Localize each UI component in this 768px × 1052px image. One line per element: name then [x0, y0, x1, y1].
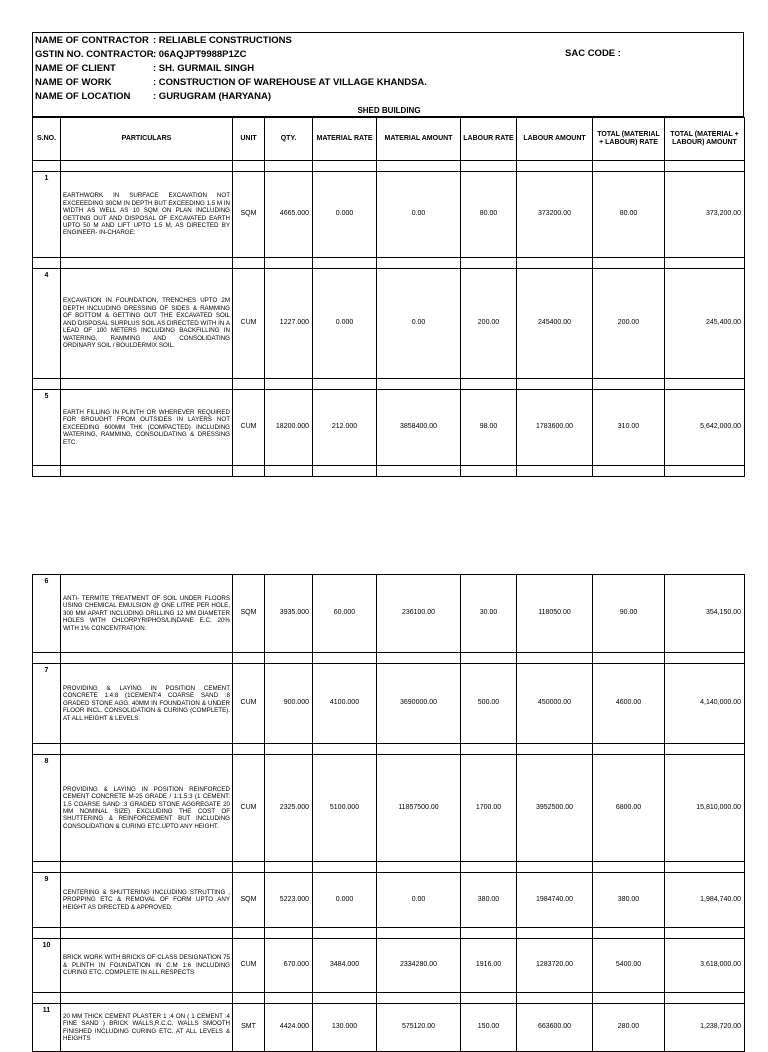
empty-cell	[593, 928, 665, 939]
item-labour-rate: 150.00	[461, 1004, 517, 1052]
empty-cell	[61, 862, 233, 873]
empty-cell	[33, 653, 61, 664]
location-row	[35, 91, 271, 102]
col-header-labour-amount: LABOUR AMOUNT	[517, 118, 593, 161]
empty-cell	[233, 744, 265, 755]
item-material-rate: 60.000	[313, 575, 377, 653]
work-value: : CONSTRUCTION OF WAREHOUSE AT VILLAGE KHANDSA.	[153, 77, 427, 88]
item-total-amount: 1,238,720.00	[665, 1004, 745, 1052]
empty-cell	[233, 466, 265, 477]
spacer-row	[33, 862, 745, 873]
empty-cell	[593, 653, 665, 664]
item-total-amount: 245,400.00	[665, 269, 745, 379]
item-qty: 5223.000	[265, 873, 313, 928]
empty-cell	[61, 466, 233, 477]
item-sno: 4	[33, 269, 61, 379]
work-row	[35, 77, 427, 88]
empty-cell	[313, 258, 377, 269]
empty-cell	[461, 379, 517, 390]
col-header-total-rate: TOTAL (MATERIAL + LABOUR) RATE	[593, 118, 665, 161]
table-row	[33, 1004, 745, 1052]
item-material-rate: 5100.000	[313, 755, 377, 862]
item-material-amount: 236100.00	[377, 575, 461, 653]
item-material-rate: 4100.000	[313, 664, 377, 744]
spacer-row	[33, 161, 745, 172]
empty-cell	[377, 653, 461, 664]
empty-cell	[665, 161, 745, 172]
empty-cell	[265, 653, 313, 664]
spacer-row	[33, 258, 745, 269]
table-row	[33, 575, 745, 653]
item-particulars: ANTI- TERMITE TREATMENT OF SOIL UNDER FLOORS USING CHEMICAL EMULSION @ ONE LITRE PER HOLE, 300 MM APART INCLUDING DRILLING 12 MM DIAMETER HOLES WITH CHLORPYRIPHOS/LINDANE E.C. 20% WITH 1% CONCENTRATION.	[61, 575, 233, 653]
empty-cell	[665, 862, 745, 873]
item-particulars: PROVIDING & LAYING IN POSITION CEMENT CONCRETE 1:4:8 (1CEMENT:4 COARSE SAND :8 GRADED STONE AGG. 40MM IN FOUNDATION & UNDER FLOOR INCL. CONSOLIDATION & CURING (COMPLETE). AT ALL HEIGHT & LEVELS.	[61, 664, 233, 744]
empty-cell	[33, 379, 61, 390]
item-labour-amount: 1283720.00	[517, 939, 593, 993]
item-qty: 2325.000	[265, 755, 313, 862]
spacer-row	[33, 653, 745, 664]
empty-cell	[517, 161, 593, 172]
item-labour-rate: 80.00	[461, 172, 517, 258]
item-qty: 3935.000	[265, 575, 313, 653]
item-unit: CUM	[233, 755, 265, 862]
empty-cell	[665, 993, 745, 1004]
table-row	[33, 755, 745, 862]
item-material-amount: 11857500.00	[377, 755, 461, 862]
empty-cell	[61, 993, 233, 1004]
empty-cell	[377, 744, 461, 755]
empty-cell	[265, 466, 313, 477]
col-header-sno: S.NO.	[33, 118, 61, 161]
empty-cell	[265, 379, 313, 390]
empty-cell	[517, 744, 593, 755]
empty-cell	[61, 653, 233, 664]
item-labour-amount: 3952500.00	[517, 755, 593, 862]
item-labour-rate: 380.00	[461, 873, 517, 928]
item-total-rate: 5400.00	[593, 939, 665, 993]
item-total-rate: 4600.00	[593, 664, 665, 744]
empty-cell	[33, 928, 61, 939]
item-labour-rate: 98.00	[461, 390, 517, 466]
boq-table-2	[32, 574, 745, 1052]
item-labour-rate: 1700.00	[461, 755, 517, 862]
item-particulars: PROVIDING & LAYING IN POSITION REINFORCED CEMENT CONCRETE M-25 GRADE / 1:1.5:3 (1 CEMENT: 1.5 COARSE SAND :3 GRADED STONE AGGREGATE 20 MM NOMINAL SIZE) EXCLUDING THE COST OF SHUTTERING & REINFORCEMENT BUT INCLUDING CONSOLIDATION & CURING ETC.UPTO ANY HEIGHT.	[61, 755, 233, 862]
item-unit: SQM	[233, 873, 265, 928]
item-labour-rate: 500.00	[461, 664, 517, 744]
boq-table-2-wrapper	[32, 574, 744, 1052]
empty-cell	[593, 379, 665, 390]
item-labour-amount: 1984740.00	[517, 873, 593, 928]
item-qty: 4665.000	[265, 172, 313, 258]
table-row	[33, 873, 745, 928]
col-header-total-amount: TOTAL (MATERIAL + LABOUR) AMOUNT	[665, 118, 745, 161]
item-material-rate: 0.000	[313, 873, 377, 928]
spacer-row	[33, 993, 745, 1004]
empty-cell	[517, 466, 593, 477]
item-total-rate: 6800.00	[593, 755, 665, 862]
client-row	[35, 63, 254, 74]
item-sno: 7	[33, 664, 61, 744]
empty-cell	[665, 928, 745, 939]
item-material-amount: 0.00	[377, 269, 461, 379]
item-labour-rate: 200.00	[461, 269, 517, 379]
empty-cell	[265, 862, 313, 873]
empty-cell	[61, 928, 233, 939]
item-qty: 670.000	[265, 939, 313, 993]
item-qty: 1227.000	[265, 269, 313, 379]
item-material-amount: 3858400.00	[377, 390, 461, 466]
empty-cell	[33, 862, 61, 873]
item-particulars: CENTERING & SHUTTERING INCLUDING STRUTTING , PROPPING ETC & REMOVAL OF FORM UPTO ANY HEIGHT AS DIRECTED & APPROVED.	[61, 873, 233, 928]
empty-cell	[593, 466, 665, 477]
location-label: NAME OF LOCATION	[35, 91, 131, 102]
empty-cell	[313, 653, 377, 664]
empty-cell	[233, 161, 265, 172]
empty-cell	[377, 466, 461, 477]
item-labour-amount: 245400.00	[517, 269, 593, 379]
location-value: : GURUGRAM (HARYANA)	[153, 91, 272, 102]
empty-cell	[265, 928, 313, 939]
gstin-label: GSTIN NO. CONTRACTOR	[35, 49, 154, 60]
empty-cell	[461, 258, 517, 269]
col-header-unit: UNIT	[233, 118, 265, 161]
table-header-row	[33, 118, 745, 161]
col-header-labour-rate: LABOUR RATE	[461, 118, 517, 161]
work-label: NAME OF WORK	[35, 77, 112, 88]
item-unit: CUM	[233, 390, 265, 466]
empty-cell	[61, 258, 233, 269]
empty-cell	[61, 379, 233, 390]
item-material-rate: 130.000	[313, 1004, 377, 1052]
empty-cell	[33, 258, 61, 269]
item-total-rate: 280.00	[593, 1004, 665, 1052]
empty-cell	[517, 928, 593, 939]
item-total-amount: 1,984,740.00	[665, 873, 745, 928]
empty-cell	[665, 379, 745, 390]
table-row	[33, 664, 745, 744]
contract-info-box	[32, 32, 744, 117]
item-sno: 9	[33, 873, 61, 928]
empty-cell	[377, 161, 461, 172]
empty-cell	[517, 862, 593, 873]
empty-cell	[265, 993, 313, 1004]
item-total-amount: 3,618,000.00	[665, 939, 745, 993]
empty-cell	[461, 744, 517, 755]
boq-table-1	[32, 117, 745, 477]
section-title: SHED BUILDING	[357, 106, 421, 115]
item-labour-amount: 373200.00	[517, 172, 593, 258]
empty-cell	[233, 379, 265, 390]
empty-cell	[61, 161, 233, 172]
item-unit: SQM	[233, 575, 265, 653]
empty-cell	[517, 379, 593, 390]
item-particulars: EARTHWORK IN SURFACE EXCAVATION NOT EXCEEEDING 30CM IN DEPTH BUT EXCEEDING 1.5 M IN WIDTH AS WELL AS 10 SQM ON PLAN INCLUDING GETTING OUT AND DISPOSAL OF EXCAVATED EARTH UPTO 50 M AND LIFT UPTO 1.5 M, AS DIRECTED BY ENGINEER- IN-CHARGE:	[61, 172, 233, 258]
client-value: : SH. GURMAIL SINGH	[153, 63, 255, 74]
empty-cell	[313, 928, 377, 939]
item-total-amount: 354,150.00	[665, 575, 745, 653]
item-unit: SMT	[233, 1004, 265, 1052]
item-total-rate: 310.00	[593, 390, 665, 466]
contractor-label: NAME OF CONTRACTOR	[35, 35, 149, 46]
col-header-particulars: PARTICULARS	[61, 118, 233, 161]
contractor-row	[35, 35, 292, 46]
item-sno: 5	[33, 390, 61, 466]
empty-cell	[313, 379, 377, 390]
spacer-row	[33, 928, 745, 939]
empty-cell	[265, 258, 313, 269]
empty-cell	[517, 993, 593, 1004]
empty-cell	[233, 653, 265, 664]
empty-cell	[461, 928, 517, 939]
empty-cell	[593, 258, 665, 269]
empty-cell	[313, 466, 377, 477]
gstin-value: : 06AQJPT9988P1ZC	[153, 49, 247, 60]
item-total-rate: 200.00	[593, 269, 665, 379]
empty-cell	[665, 744, 745, 755]
client-label: NAME OF CLIENT	[35, 63, 116, 74]
item-total-rate: 380.00	[593, 873, 665, 928]
empty-cell	[461, 161, 517, 172]
table-2-body	[33, 575, 745, 1052]
table-row	[33, 269, 745, 379]
empty-cell	[313, 744, 377, 755]
spacer-row	[33, 466, 745, 477]
item-sno: 11	[33, 1004, 61, 1052]
item-material-amount: 2334280.00	[377, 939, 461, 993]
item-unit: CUM	[233, 939, 265, 993]
table-row	[33, 390, 745, 466]
item-particulars: BRICK WORK WITH BRICKS OF CLASS DESIGNATION 75 & PLINTH IN FOUNDATION IN C.M 1:6 INCLUDING CURING ETC. COMPLETE IN ALL RESPECTS	[61, 939, 233, 993]
empty-cell	[593, 744, 665, 755]
item-particulars: EXCAVATION IN FOUNDATION, TRENCHES UPTO 2M DEPTH INCLUDING DRESSING OF SIDES & RAMMING OF BOTTOM & GETTING OUT THE EXCAVATED SOIL AND DISPOSAL SURPLUS SOIL AS DIRECTED WITH IN A LEAD OF 100 METERS INCLUDING BACKFILLING IN WATERING, RAMMING AND CONSOLIDATING ORDINARY SOIL / BOULDERMIX SOIL.	[61, 269, 233, 379]
empty-cell	[61, 744, 233, 755]
spacer-row	[33, 379, 745, 390]
empty-cell	[377, 379, 461, 390]
contractor-value: : RELIABLE CONSTRUCTIONS	[153, 35, 292, 46]
empty-cell	[665, 653, 745, 664]
item-labour-rate: 30.00	[461, 575, 517, 653]
item-material-rate: 212.000	[313, 390, 377, 466]
item-unit: CUM	[233, 664, 265, 744]
item-sno: 10	[33, 939, 61, 993]
empty-cell	[377, 928, 461, 939]
col-header-material-rate: MATERIAL RATE	[313, 118, 377, 161]
header-block	[32, 32, 744, 117]
item-total-rate: 90.00	[593, 575, 665, 653]
empty-cell	[377, 862, 461, 873]
empty-cell	[33, 161, 61, 172]
item-material-amount: 0.00	[377, 172, 461, 258]
item-qty: 4424.000	[265, 1004, 313, 1052]
item-total-amount: 4,140,000.00	[665, 664, 745, 744]
empty-cell	[233, 928, 265, 939]
item-total-amount: 15,810,000.00	[665, 755, 745, 862]
item-total-rate: 80.00	[593, 172, 665, 258]
empty-cell	[593, 161, 665, 172]
item-sno: 6	[33, 575, 61, 653]
item-material-rate: 0.000	[313, 172, 377, 258]
gstin-row	[35, 49, 246, 60]
empty-cell	[377, 993, 461, 1004]
empty-cell	[265, 744, 313, 755]
empty-cell	[313, 161, 377, 172]
empty-cell	[33, 466, 61, 477]
item-labour-amount: 663600.00	[517, 1004, 593, 1052]
empty-cell	[461, 862, 517, 873]
item-qty: 900.000	[265, 664, 313, 744]
col-header-qty: QTY.	[265, 118, 313, 161]
empty-cell	[313, 862, 377, 873]
spacer-row	[33, 744, 745, 755]
item-material-amount: 0.00	[377, 873, 461, 928]
table-1-body	[33, 161, 745, 477]
empty-cell	[33, 744, 61, 755]
empty-cell	[233, 862, 265, 873]
empty-cell	[461, 653, 517, 664]
empty-cell	[377, 258, 461, 269]
item-material-amount: 3690000.00	[377, 664, 461, 744]
item-total-amount: 5,642,000.00	[665, 390, 745, 466]
item-material-amount: 575120.00	[377, 1004, 461, 1052]
empty-cell	[461, 466, 517, 477]
item-labour-amount: 450000.00	[517, 664, 593, 744]
empty-cell	[233, 993, 265, 1004]
item-labour-amount: 118050.00	[517, 575, 593, 653]
table-row	[33, 172, 745, 258]
item-qty: 18200.000	[265, 390, 313, 466]
col-header-material-amount: MATERIAL AMOUNT	[377, 118, 461, 161]
item-material-rate: 0.000	[313, 269, 377, 379]
item-total-amount: 373,200.00	[665, 172, 745, 258]
empty-cell	[665, 258, 745, 269]
item-particulars: EARTH FILLING IN PLINTH OR WHEREVER REQUIRED FOR BROUGHT FROM OUTSIDES IN LAYERS NOT EXCEEDING 600MM THK (COMPACTED) INCLUDING WATERING, RAMMING, CONSOLIDATING & DRESSING ETC.	[61, 390, 233, 466]
empty-cell	[665, 466, 745, 477]
empty-cell	[461, 993, 517, 1004]
table-row	[33, 939, 745, 993]
empty-cell	[233, 258, 265, 269]
sac-code-label: SAC CODE :	[565, 48, 621, 59]
item-unit: SQM	[233, 172, 265, 258]
empty-cell	[265, 161, 313, 172]
empty-cell	[517, 258, 593, 269]
item-unit: CUM	[233, 269, 265, 379]
boq-table-1-wrapper	[32, 117, 744, 477]
item-sno: 8	[33, 755, 61, 862]
item-particulars: 20 MM THICK CEMENT PLASTER 1 :4 ON ( 1 CEMENT :4 FINE SAND ) BRICK WALLS,R.C.C. WALLS SMOOTH FINISHED INCLUDING CURING ETC. AT ALL LEVELS & HEIGHTS	[61, 1004, 233, 1052]
empty-cell	[33, 993, 61, 1004]
item-labour-amount: 1783600.00	[517, 390, 593, 466]
empty-cell	[593, 862, 665, 873]
item-sno: 1	[33, 172, 61, 258]
empty-cell	[593, 993, 665, 1004]
item-labour-rate: 1916.00	[461, 939, 517, 993]
item-material-rate: 3484.000	[313, 939, 377, 993]
empty-cell	[517, 653, 593, 664]
empty-cell	[313, 993, 377, 1004]
